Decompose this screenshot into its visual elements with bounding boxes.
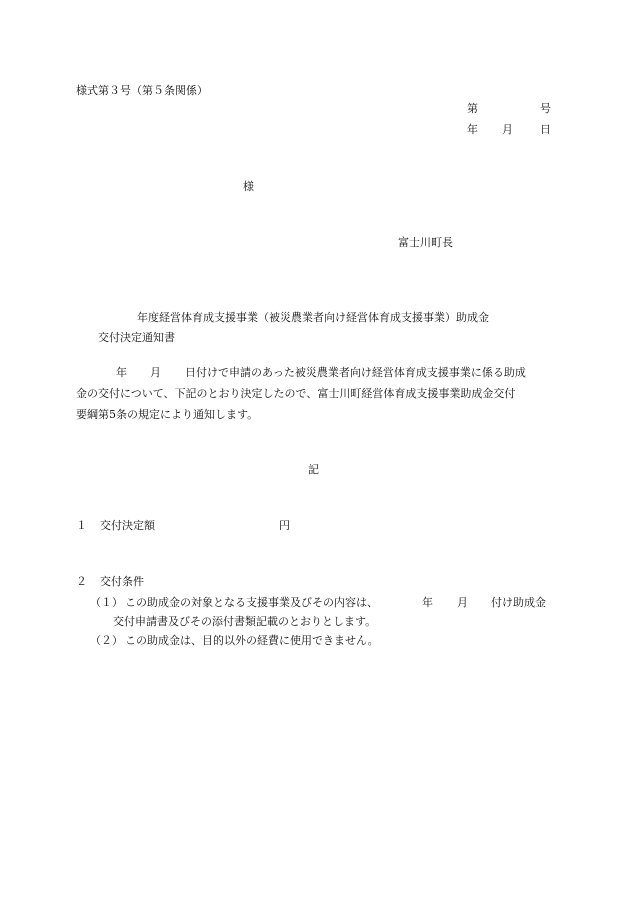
title-line1: 年度経営体育成支援事業（被災農業者向け経営体育成支援事業）助成金	[137, 311, 489, 324]
cond2-text: この助成金は、目的以外の経費に使用できません。	[125, 634, 379, 647]
body-line2: 金の交付について、下記のとおり決定したので、富士川町経営体育成支援事業助成金交付	[76, 387, 516, 400]
body-year: 年	[116, 366, 127, 379]
title-line2: 交付決定通知書	[98, 331, 175, 344]
item2-number: ２	[76, 575, 87, 588]
addressee-suffix: 様	[243, 180, 254, 193]
doc-date-day: 日	[540, 123, 551, 136]
body-line3: 要綱第5条の規定により通知します。	[76, 408, 259, 421]
doc-number-go: 号	[540, 102, 551, 115]
cond1-number: （１）	[90, 596, 123, 609]
form-label: 様式第３号（第５条関係）	[76, 84, 208, 97]
item2-label: 交付条件	[100, 575, 144, 588]
ki-heading: 記	[308, 463, 319, 476]
item1-unit: 円	[279, 519, 290, 532]
cond1-text: この助成金の対象となる支援事業及びその内容は、	[125, 596, 378, 609]
doc-number-dai: 第	[467, 102, 478, 115]
cond2-number: （２）	[90, 634, 123, 647]
cond1-year: 年	[422, 596, 433, 609]
doc-date-year: 年	[467, 123, 478, 136]
cond1-month: 月	[457, 596, 468, 609]
doc-date-month: 月	[502, 123, 513, 136]
issuer: 富士川町長	[398, 236, 453, 249]
cond1-text-end: 付け助成金	[491, 596, 546, 609]
body-month: 月	[150, 366, 161, 379]
body-line1: 日付けで申請のあった被災農業者向け経営体育成支援事業に係る助成	[185, 366, 526, 379]
item1-label: 交付決定額	[100, 519, 155, 532]
item1-number: １	[76, 519, 87, 532]
cond1-continuation: 交付申請書及びその添付書類記載のとおりとします。	[113, 615, 377, 628]
